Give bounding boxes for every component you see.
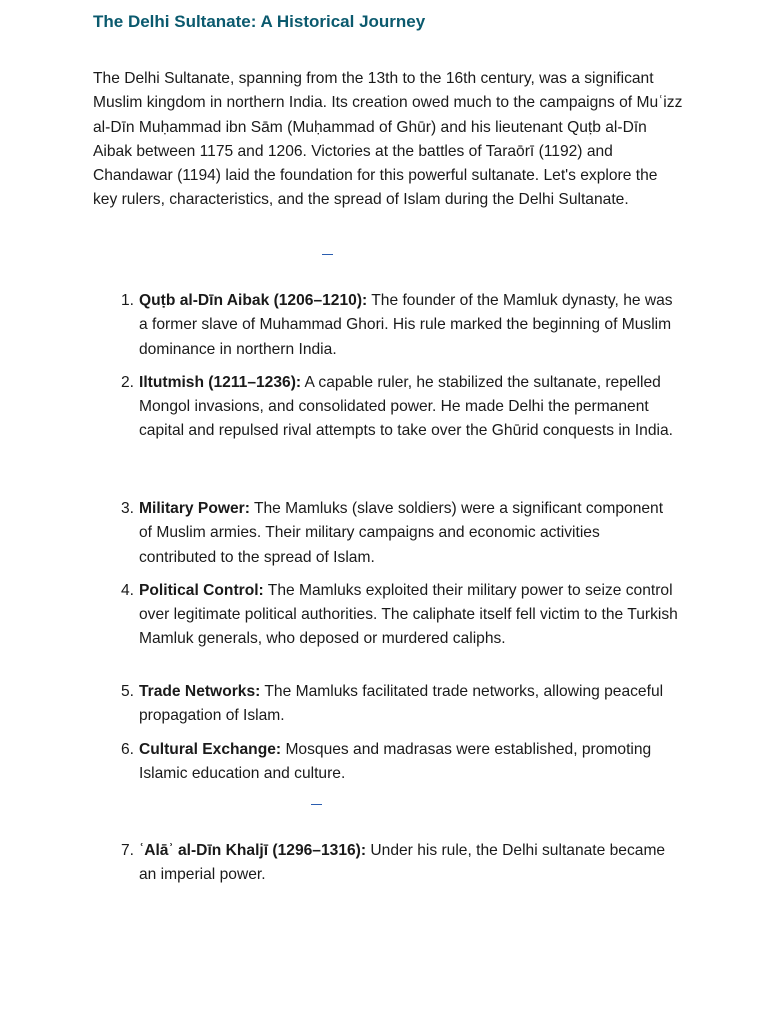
item-text: The Mamluks facilitated trade networks, allowing peaceful propagation of Islam. [139,683,664,725]
item-term: Quṭb al-Dīn Aibak (1206–1210): [139,292,368,309]
item-text: The founder of the Mamluk dynasty, he was a former slave of Muhammad Ghori. His rule marked the beginning of Muslim dominance in northern India. [139,292,673,358]
list-item [0,579,679,652]
item-text: A capable ruler, he stabilized the sultanate, repelled Mongol invasions, and consolidated power. He made Delhi the permanent capital and repulsed rival attempts to take over the Ghūrid conquests in India. [139,373,673,440]
item-term: Cultural Exchange: [139,740,282,758]
characteristics-list [0,497,768,661]
intro-paragraph: The Delhi Sultanate, spanning from the 13th to the 16th century, was a significant Muslim kingdom in northern India. Its creation owed much to the campaigns of Muʿizz al-Dīn Muḥammad ibn Sām (Muḥammad of Ghūr) and his lieutenant Quṭb al-Dīn Aibak between 1175 and 1206. Victories at the battles of Taraōrī (1192) and Chandawar (1194) laid the foundation for this powerful sultanate. Let's explore the key rulers, characteristics, and the spread of Islam during the Delhi Sultanate. [93,70,683,209]
item-term: Military Power: [139,500,250,517]
item-text: Mosques and madrasas were established, promoting Islamic education and culture. [139,740,652,782]
item-text: The Mamluks (slave soldiers) were a significant component of Muslim armies. Their military campaigns and economic activities contributed to the spread of Islam. [139,500,664,566]
item-term: ʿAlāʾ al-Dīn Khaljī (1296–1316): [139,842,367,859]
list-item [0,497,679,570]
list-item [0,371,679,444]
item-number: 4. [121,581,135,599]
link-dash-2[interactable] [311,804,322,805]
item-term: Political Control: [139,581,264,599]
khalji-list [0,839,768,897]
item-number: 1. [121,292,135,309]
item-number: 5. [121,683,135,700]
item-text: Under his rule, the Delhi sultanate became an imperial power. [139,842,666,884]
link-dash-1[interactable] [322,254,333,255]
spread-of-islam-list [0,680,768,795]
list-item [0,289,679,362]
item-term: Iltutmish (1211–1236): [139,373,302,391]
item-number: 6. [121,740,135,758]
page-title: The Delhi Sultanate: A Historical Journey [93,12,426,31]
list-item [0,839,679,888]
item-number: 2. [121,373,135,391]
item-term: Trade Networks: [139,683,261,700]
item-text: The Mamluks exploited their military power to seize control over legitimate political authorities. The caliphate itself fell victim to the Turkish Mamluk generals, who deposed or murdered caliphs. [139,581,678,648]
item-number: 7. [121,842,135,859]
item-number: 3. [121,500,135,517]
rulers-list [0,289,768,453]
list-item [0,738,679,787]
list-item [0,680,679,729]
